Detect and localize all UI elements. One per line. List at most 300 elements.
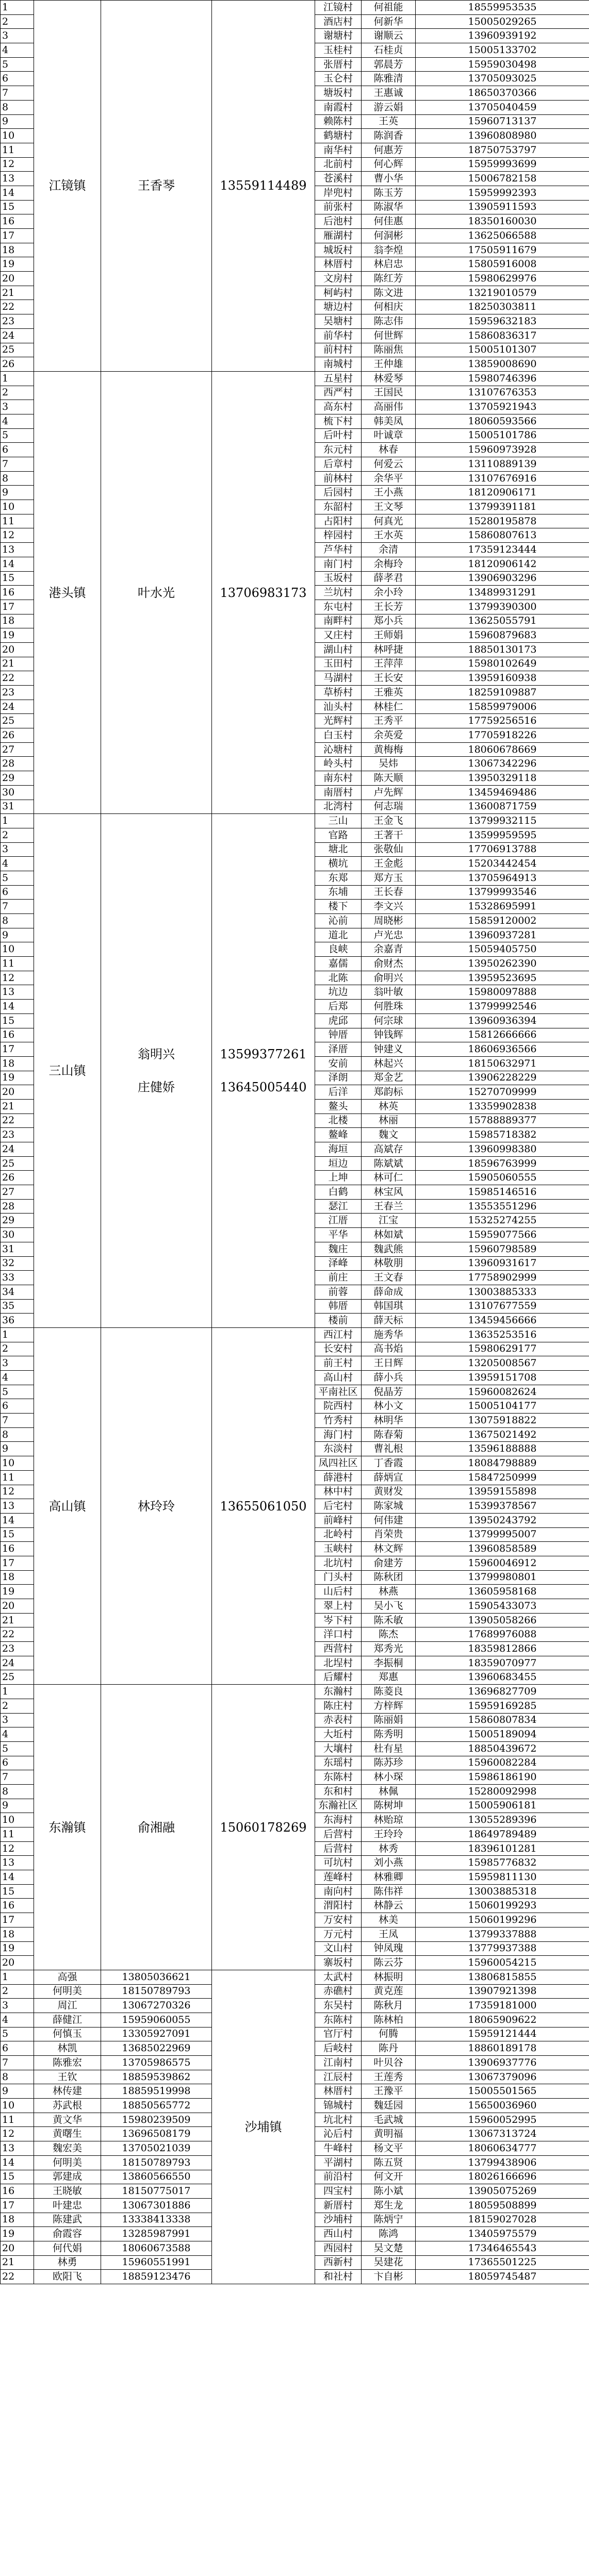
contact-phone: 13959155898	[416, 1485, 589, 1499]
contact-name: 陈小斌	[362, 2184, 416, 2199]
contact-name: 叶贝谷	[362, 2056, 416, 2070]
row-number: 20	[1, 1085, 34, 1100]
contact-name: 林呼捷	[362, 642, 416, 657]
contact-phone: 17359123444	[416, 543, 589, 557]
row-number: 10	[1, 942, 34, 957]
village-name: 草桥村	[315, 686, 362, 700]
row-number: 15	[1, 1527, 34, 1542]
row-number: 15	[1, 2170, 34, 2184]
contact-name: 陈秋团	[362, 1570, 416, 1585]
leader-phone: 15959060055	[101, 2013, 212, 2027]
row-number: 19	[1, 1071, 34, 1085]
row-number: 3	[1, 1713, 34, 1727]
row-number: 32	[1, 1256, 34, 1271]
contact-name: 谢顺云	[362, 29, 416, 43]
village-name: 四宝村	[315, 2184, 362, 2199]
contact-name: 俞明兴	[362, 971, 416, 985]
row-number: 14	[1, 186, 34, 200]
row-number: 21	[1, 1613, 34, 1627]
village-name: 官厅村	[315, 2027, 362, 2041]
row-number: 12	[1, 971, 34, 985]
village-name: 平南社区	[315, 1385, 362, 1399]
contact-name: 游云娟	[362, 100, 416, 114]
leader-name: 林凯	[34, 2041, 101, 2056]
row-number: 15	[1, 571, 34, 586]
contact-name: 林桂仁	[362, 700, 416, 714]
village-name: 苍溪村	[315, 172, 362, 186]
contact-name: 王师娟	[362, 628, 416, 643]
town-leader-phone	[212, 814, 315, 1328]
contact-phone: 13959523695	[416, 971, 589, 985]
row-number: 25	[1, 714, 34, 728]
village-name: 北湾村	[315, 800, 362, 814]
village-name: 南东村	[315, 771, 362, 786]
row-number: 7	[1, 1770, 34, 1785]
row-number: 16	[1, 1028, 34, 1042]
contact-name: 王雅英	[362, 686, 416, 700]
contact-name: 陈云芬	[362, 1956, 416, 1970]
row-number: 10	[1, 2099, 34, 2113]
village-name: 前沿村	[315, 2170, 362, 2184]
row-number: 17	[1, 1556, 34, 1570]
contact-name: 陈秋月	[362, 1999, 416, 2013]
row-number: 5	[1, 57, 34, 72]
row-number: 4	[1, 1727, 34, 1742]
contact-phone: 15959992393	[416, 186, 589, 200]
row-number: 1	[1, 814, 34, 828]
contact-name: 王秀平	[362, 714, 416, 728]
town-leader-phone	[212, 1685, 315, 1970]
contact-phone: 13596188888	[416, 1442, 589, 1456]
row-number: 2	[1, 1699, 34, 1713]
row-number: 22	[1, 300, 34, 314]
contact-phone: 15328695991	[416, 900, 589, 914]
contact-name: 郑方玉	[362, 871, 416, 885]
contact-phone: 15005029265	[416, 14, 589, 29]
contact-name: 俞财杰	[362, 957, 416, 971]
village-name: 安前	[315, 1056, 362, 1071]
village-name: 南华村	[315, 143, 362, 157]
village-name: 牛峰村	[315, 2141, 362, 2156]
village-name: 新厝村	[315, 2198, 362, 2213]
contact-phone: 13075918822	[416, 1414, 589, 1428]
contact-phone: 15860807613	[416, 528, 589, 543]
village-name: 北陈	[315, 971, 362, 985]
contact-phone: 18596763999	[416, 1156, 589, 1171]
contact-phone: 13799993546	[416, 885, 589, 900]
contact-name: 郑秀光	[362, 1642, 416, 1656]
contact-phone: 15280195878	[416, 514, 589, 528]
contact-phone: 15005101307	[416, 343, 589, 357]
contact-phone: 15980097888	[416, 985, 589, 1000]
village-name: 寨坂村	[315, 1956, 362, 1970]
row-number: 12	[1, 157, 34, 172]
contact-name: 王小燕	[362, 486, 416, 500]
village-name: 北前村	[315, 157, 362, 172]
contact-name: 陈五贤	[362, 2155, 416, 2170]
contact-phone: 18860189178	[416, 2041, 589, 2056]
row-number: 8	[1, 914, 34, 928]
leader-phone: 13696508179	[101, 2127, 212, 2141]
village-name: 后池村	[315, 214, 362, 229]
village-name: 后郑	[315, 1000, 362, 1014]
village-name: 岑下村	[315, 1613, 362, 1627]
row-number: 12	[1, 528, 34, 543]
contact-name: 钟建义	[362, 1042, 416, 1057]
village-name: 梓园村	[315, 528, 362, 543]
contact-name: 林贻琼	[362, 1813, 416, 1827]
leader-name: 林传建	[34, 2084, 101, 2099]
contact-phone: 15959169285	[416, 1699, 589, 1713]
contact-name: 郑小兵	[362, 614, 416, 628]
row-number: 21	[1, 286, 34, 300]
row-number: 1	[1, 371, 34, 386]
row-number: 1	[1, 1970, 34, 1984]
contact-phone: 13906228229	[416, 1071, 589, 1085]
contact-name: 王豫平	[362, 2084, 416, 2099]
town-leader-phone-number: 13599377261	[220, 1047, 307, 1062]
row-number: 29	[1, 771, 34, 786]
row-number: 35	[1, 1299, 34, 1314]
contact-name: 王金彪	[362, 857, 416, 871]
village-name: 韩厝	[315, 1299, 362, 1314]
contact-phone: 15985146516	[416, 1185, 589, 1200]
row-number: 14	[1, 1000, 34, 1014]
contact-phone: 15985776832	[416, 1856, 589, 1870]
row-number: 11	[1, 514, 34, 528]
contact-name: 余梅玲	[362, 557, 416, 571]
row-number: 10	[1, 1456, 34, 1471]
town-leader-name: 俞湘融	[138, 1820, 175, 1835]
village-name: 鳌头	[315, 1099, 362, 1114]
village-name: 长安村	[315, 1342, 362, 1356]
village-name: 江镜村	[315, 1, 362, 15]
contact-phone: 13806815855	[416, 1970, 589, 1984]
contact-name: 林丽	[362, 1114, 416, 1128]
contact-name: 何佳惠	[362, 214, 416, 229]
village-name: 江辰村	[315, 2070, 362, 2084]
contact-phone: 15905060555	[416, 1171, 589, 1185]
contact-phone: 13705093025	[416, 72, 589, 86]
village-name: 沁前	[315, 914, 362, 928]
row-number: 19	[1, 1941, 34, 1956]
row-number: 15	[1, 1884, 34, 1899]
leader-phone: 18060673588	[101, 2241, 212, 2255]
village-name: 沁后村	[315, 2127, 362, 2141]
leader-name: 高强	[34, 1970, 101, 1984]
contact-name: 林英	[362, 1099, 416, 1114]
row-number: 13	[1, 1856, 34, 1870]
contact-name: 林宝风	[362, 1185, 416, 1200]
village-name: 太武村	[315, 1970, 362, 1984]
contact-phone: 15859120002	[416, 914, 589, 928]
village-name: 前张村	[315, 200, 362, 214]
contact-phone: 13950329118	[416, 771, 589, 786]
contact-name: 王日辉	[362, 1356, 416, 1371]
row-number: 21	[1, 657, 34, 671]
contact-name: 杜有星	[362, 1741, 416, 1756]
row-number: 11	[1, 957, 34, 971]
contact-name: 吴炜	[362, 757, 416, 771]
contact-phone: 13799992546	[416, 1000, 589, 1014]
village-name: 马湖村	[315, 671, 362, 686]
contact-phone: 18606936566	[416, 1042, 589, 1057]
row-number: 2	[1, 1984, 34, 1999]
leader-name: 叶建忠	[34, 2198, 101, 2213]
contact-phone: 13067342296	[416, 757, 589, 771]
contact-name: 方梓辉	[362, 1699, 416, 1713]
town-leader	[101, 1327, 212, 1684]
town-leader	[101, 814, 212, 1328]
row-number: 7	[1, 1414, 34, 1428]
row-number: 9	[1, 114, 34, 129]
contact-name: 江宝	[362, 1214, 416, 1228]
village-name: 泽厝	[315, 1042, 362, 1057]
row-number: 11	[1, 143, 34, 157]
leader-name: 俞霞容	[34, 2227, 101, 2241]
contact-name: 王金飞	[362, 814, 416, 828]
contact-phone: 18750753797	[416, 143, 589, 157]
contact-name: 陈家城	[362, 1499, 416, 1514]
contact-name: 王文春	[362, 1271, 416, 1285]
contact-phone: 15959030498	[416, 57, 589, 72]
contact-name: 黄克莲	[362, 1984, 416, 1999]
row-number: 2	[1, 14, 34, 29]
village-name: 兰坑村	[315, 586, 362, 600]
row-number: 12	[1, 2127, 34, 2141]
contact-phone: 13405975579	[416, 2227, 589, 2241]
village-name: 陈庄村	[315, 1699, 362, 1713]
town-leader-phone-number: 13559114489	[220, 178, 307, 193]
leader-phone: 18150789793	[101, 1984, 212, 1999]
row-number: 1	[1, 1327, 34, 1342]
contact-name: 何洞彬	[362, 229, 416, 243]
village-name: 横坑	[315, 857, 362, 871]
row-number: 14	[1, 1513, 34, 1527]
village-name: 平华	[315, 1228, 362, 1242]
village-name: 塘坂村	[315, 86, 362, 101]
contact-name: 王英	[362, 114, 416, 129]
village-name: 坑边	[315, 985, 362, 1000]
village-name: 万元村	[315, 1927, 362, 1941]
village-name: 沙埔村	[315, 2213, 362, 2227]
contact-phone: 13799337888	[416, 1927, 589, 1941]
village-name: 高山村	[315, 1371, 362, 1385]
row-number: 27	[1, 742, 34, 757]
contact-phone: 15005189094	[416, 1727, 589, 1742]
row-number: 31	[1, 800, 34, 814]
row-number: 9	[1, 1799, 34, 1813]
village-name: 江厝	[315, 1214, 362, 1228]
village-name: 南厝村	[315, 785, 362, 800]
contact-phone: 18649789489	[416, 1827, 589, 1842]
contact-name: 陈红芳	[362, 272, 416, 286]
contact-phone: 15860836317	[416, 328, 589, 343]
contact-phone: 13799932115	[416, 814, 589, 828]
row-number: 8	[1, 2070, 34, 2084]
town-name: 高山镇	[34, 1327, 101, 1684]
row-number: 7	[1, 86, 34, 101]
contact-name: 王长芳	[362, 600, 416, 614]
village-name: 山后村	[315, 1585, 362, 1599]
leader-phone: 15980239509	[101, 2113, 212, 2127]
contact-name: 石桂贞	[362, 43, 416, 58]
town-leader-phone	[212, 371, 315, 813]
row-number: 11	[1, 1470, 34, 1485]
row-number: 2	[1, 828, 34, 842]
leader-name: 何明美	[34, 1984, 101, 1999]
row-number: 13	[1, 1499, 34, 1514]
contact-name: 王长春	[362, 885, 416, 900]
contact-name: 陈杰	[362, 1627, 416, 1642]
contact-phone: 13799390300	[416, 600, 589, 614]
leader-phone: 13285987991	[101, 2227, 212, 2241]
contact-name: 陈鸿	[362, 2227, 416, 2241]
row-number: 30	[1, 1228, 34, 1242]
contact-phone: 13459469486	[416, 785, 589, 800]
contact-phone: 13959160938	[416, 671, 589, 686]
village-name: 高东村	[315, 400, 362, 414]
leader-phone: 15960551991	[101, 2255, 212, 2270]
contact-phone: 18650370366	[416, 86, 589, 101]
contact-phone: 13675021492	[416, 1427, 589, 1442]
contact-phone: 17346465543	[416, 2241, 589, 2255]
leader-phone: 18150789793	[101, 2155, 212, 2170]
table-row	[1, 1685, 589, 1699]
contact-name: 肖荣贵	[362, 1527, 416, 1542]
contact-name: 林启忠	[362, 257, 416, 272]
leader-name: 何代娟	[34, 2241, 101, 2255]
row-number: 18	[1, 614, 34, 628]
village-name: 光辉村	[315, 714, 362, 728]
row-number: 7	[1, 457, 34, 472]
row-number: 8	[1, 1427, 34, 1442]
village-name: 城坂村	[315, 243, 362, 257]
contact-phone: 15203442454	[416, 857, 589, 871]
contact-phone: 13799995007	[416, 1527, 589, 1542]
contact-phone: 18359812866	[416, 1642, 589, 1656]
row-number: 33	[1, 1271, 34, 1285]
row-number: 34	[1, 1285, 34, 1299]
contact-phone: 17505911679	[416, 243, 589, 257]
town-leader-phone	[212, 1327, 315, 1684]
contact-phone: 15006782158	[416, 172, 589, 186]
contact-phone: 15960052995	[416, 2113, 589, 2127]
contact-name: 林文辉	[362, 1542, 416, 1556]
village-name: 上坤	[315, 1171, 362, 1185]
village-name: 可坑村	[315, 1856, 362, 1870]
row-number: 6	[1, 1756, 34, 1770]
contact-name: 林静云	[362, 1899, 416, 1913]
row-number: 4	[1, 2013, 34, 2027]
row-number: 16	[1, 586, 34, 600]
contact-phone: 15270709999	[416, 1085, 589, 1100]
contact-phone: 13107676916	[416, 471, 589, 486]
village-name: 玉峡村	[315, 1542, 362, 1556]
row-number: 1	[1, 1685, 34, 1699]
leader-phone: 13860566550	[101, 2170, 212, 2184]
contact-phone: 18059745487	[416, 2270, 589, 2284]
contact-phone: 13625066588	[416, 229, 589, 243]
contact-phone: 18359070977	[416, 1656, 589, 1670]
contact-phone: 15980102649	[416, 657, 589, 671]
village-name: 玉坂村	[315, 571, 362, 586]
contact-phone: 18060678669	[416, 742, 589, 757]
contact-phone: 13459456666	[416, 1314, 589, 1328]
village-name: 魏庄	[315, 1242, 362, 1256]
contact-name: 陈斌斌	[362, 1156, 416, 1171]
contact-name: 陈文进	[362, 286, 416, 300]
row-number: 14	[1, 557, 34, 571]
village-name: 薛港村	[315, 1470, 362, 1485]
contact-phone: 13553551296	[416, 1199, 589, 1214]
leader-phone: 13067270326	[101, 1999, 212, 2013]
village-name: 东郑	[315, 871, 362, 885]
row-number: 2	[1, 386, 34, 400]
contact-name: 何祖能	[362, 1, 416, 15]
contact-name: 卢先辉	[362, 785, 416, 800]
town-leader-phone-number: 13655061050	[220, 1499, 307, 1514]
row-number: 12	[1, 1841, 34, 1856]
contact-name: 周晓彬	[362, 914, 416, 928]
contact-name: 陈润香	[362, 129, 416, 143]
row-number: 25	[1, 1670, 34, 1685]
village-name: 竹秀村	[315, 1414, 362, 1428]
contact-phone: 13950243792	[416, 1513, 589, 1527]
contact-phone: 18350160030	[416, 214, 589, 229]
row-number: 24	[1, 1142, 34, 1157]
contact-name: 陈玉芳	[362, 186, 416, 200]
contact-phone: 15986186190	[416, 1770, 589, 1785]
contact-phone: 13960808980	[416, 129, 589, 143]
row-number: 21	[1, 2255, 34, 2270]
village-name: 东瑶村	[315, 1756, 362, 1770]
contact-name: 陈丽焦	[362, 343, 416, 357]
row-number: 3	[1, 842, 34, 857]
contact-name: 陈伟祥	[362, 1884, 416, 1899]
contact-phone: 13960683455	[416, 1670, 589, 1685]
row-number: 8	[1, 100, 34, 114]
row-number: 7	[1, 900, 34, 914]
contact-name: 陈炳宁	[362, 2213, 416, 2227]
village-name: 酒店村	[315, 14, 362, 29]
row-number: 19	[1, 2227, 34, 2241]
contact-name: 王萍萍	[362, 657, 416, 671]
town-leader	[101, 1, 212, 372]
contact-phone: 18559953535	[416, 1, 589, 15]
leader-phone: 13705986575	[101, 2056, 212, 2070]
village-name: 占阳村	[315, 514, 362, 528]
row-number: 31	[1, 1242, 34, 1256]
village-name: 坑北村	[315, 2113, 362, 2127]
contact-name: 何宗球	[362, 1013, 416, 1028]
contact-phone: 17689976088	[416, 1627, 589, 1642]
village-name: 文房村	[315, 272, 362, 286]
village-name: 玉田村	[315, 657, 362, 671]
contact-phone: 15005133702	[416, 43, 589, 58]
row-number: 5	[1, 2027, 34, 2041]
town-leader-name: 庄健娇	[138, 1080, 175, 1095]
village-name: 官路	[315, 828, 362, 842]
contact-name: 翁李煌	[362, 243, 416, 257]
contact-phone: 15060199293	[416, 1899, 589, 1913]
contact-name: 林春	[362, 443, 416, 457]
contact-name: 钟凤瑰	[362, 1941, 416, 1956]
contact-phone: 13905911593	[416, 200, 589, 214]
contact-name: 陈春菊	[362, 1427, 416, 1442]
village-name: 北岭村	[315, 1527, 362, 1542]
table-row	[1, 1970, 589, 1984]
